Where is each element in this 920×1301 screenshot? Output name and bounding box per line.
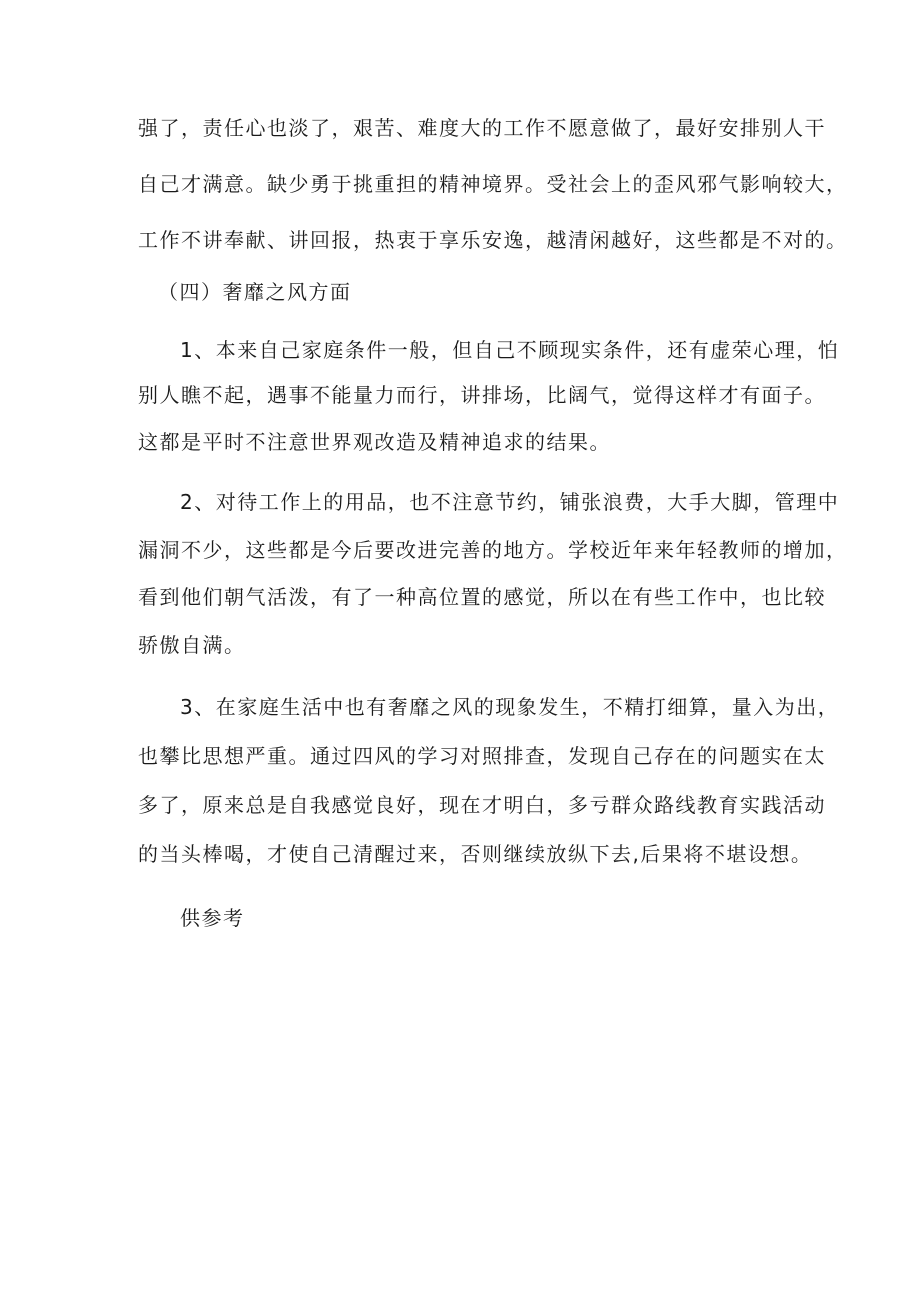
text-line: 别人瞧不起，遇事不能量力而行，讲排场，比阔气，觉得这样才有面子。 [138, 383, 826, 407]
heading-text: （四）奢靡之风方面 [158, 280, 352, 304]
text-line: 工作不讲奉献、讲回报，热衷于享乐安逸，越清闲越好，这些都是不对的。 [138, 228, 848, 252]
text-line: 的当头棒喝，才使自己清醒过来，否则继续放纵下去,后果将不堪设想。 [138, 842, 813, 866]
text-line: 1、本来自己家庭条件一般，但自己不顾现实条件，还有虚荣心理，怕 [180, 338, 840, 362]
text-line: 骄傲自满。 [138, 633, 246, 657]
text-line: 自己才满意。缺少勇于挑重担的精神境界。受社会上的歪风邪气影响较大， [138, 172, 848, 196]
text-line: 看到他们朝气活泼，有了一种高位置的感觉，所以在有些工作中，也比较 [138, 585, 826, 609]
text-line: 2、对待工作上的用品，也不注意节约，铺张浪费，大手大脚，管理中 [180, 490, 840, 514]
text-line: 也攀比思想严重。通过四风的学习对照排查，发现自己存在的问题实在太 [138, 744, 826, 768]
text-line: 强了，责任心也淡了，艰苦、难度大的工作不愿意做了，最好安排别人干 [138, 116, 826, 140]
text-line: 漏洞不少，这些都是今后要改进完善的地方。学校近年来年轻教师的增加， [138, 538, 848, 562]
text-line: 多了，原来总是自我感觉良好，现在才明白，多亏群众路线教育实践活动 [138, 793, 826, 817]
closing-text: 供参考 [180, 906, 245, 930]
text-line: 3、在家庭生活中也有奢靡之风的现象发生，不精打细算，量入为出， [180, 695, 840, 719]
text-line: 这都是平时不注意世界观改造及精神追求的结果。 [138, 430, 611, 454]
